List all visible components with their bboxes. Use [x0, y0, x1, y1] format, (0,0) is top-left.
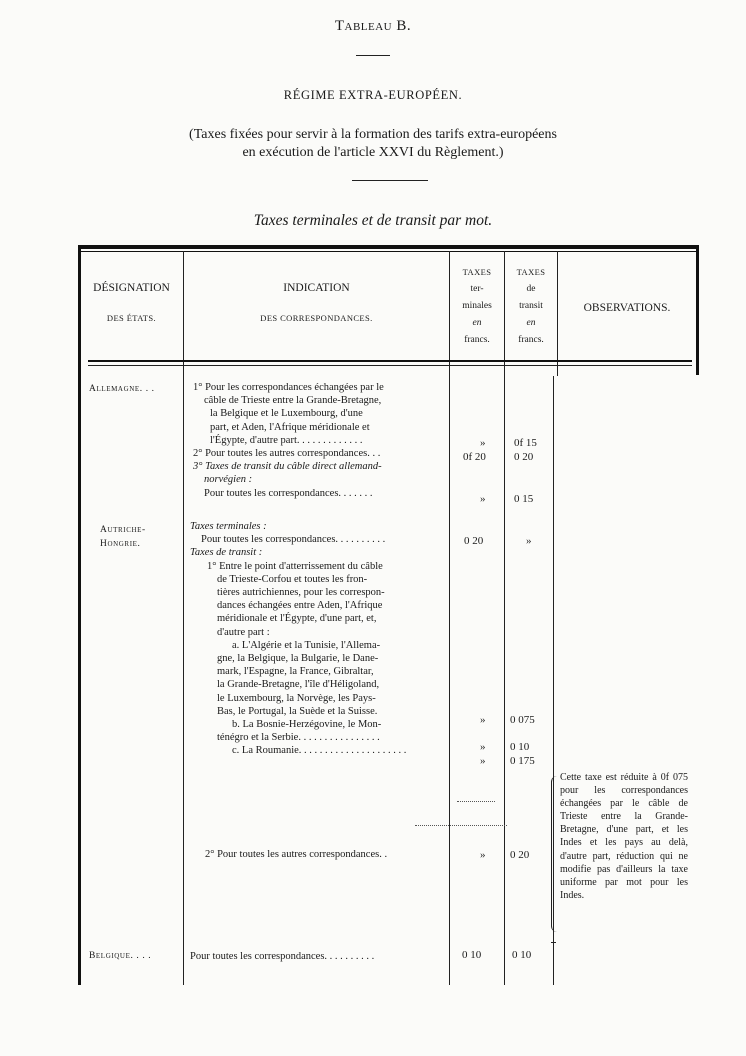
regime-note [0, 126, 746, 162]
col-header-transit-l4: en [526, 318, 536, 328]
allemagne-indication [193, 381, 384, 500]
autriche-line-6: tières autrichiennes, pour les correspon- [217, 587, 385, 599]
belgique-separator [551, 942, 556, 943]
autriche-line-7: dances échangées entre Aden, l'Afrique [217, 600, 383, 612]
regime-note-line1: (Taxes fixées pour servir à la formation des tarifs extra-européens [189, 127, 557, 142]
allemagne-line-5: l'Égypte, d'autre part. . . . . . . . . . . . . [210, 434, 363, 446]
belgique-term: 0 10 [462, 949, 482, 961]
allemagne-line-8: norvégien : [204, 474, 253, 486]
table-top-border [78, 245, 698, 249]
autriche-a-term: » [480, 714, 486, 726]
col-header-term-l3: minales [462, 301, 492, 311]
regime-heading: RÉGIME EXTRA-EUROPÉEN. [283, 88, 463, 102]
autriche-terminales-transit: » [526, 535, 532, 547]
col-header-term-l5: francs. [464, 335, 490, 345]
table-top-inner-border [78, 251, 698, 252]
col-header-transit-l3: transit [519, 301, 543, 311]
autriche-line-12: mark, l'Espagne, la France, Gibraltar, [217, 666, 374, 678]
autriche-line-19: 2° Pour toutes les autres correspondances. . [205, 849, 388, 860]
autriche-line-15: Bas, le Portugal, la Suède et la Suisse. [217, 705, 378, 717]
autriche-line-2: Pour toutes les correspondances. . . . . . . . . . [201, 534, 386, 546]
autriche-line-9: d'autre part : [217, 626, 270, 638]
allemagne-line-2: câble de Trieste entre la Grande-Bretagne, [204, 395, 382, 407]
col-header-transit-l5: francs. [518, 335, 544, 345]
allemagne-line-3: la Belgique et le Luxembourg, d'une [210, 408, 363, 420]
col-header-designation-label: DÉSIGNATION [93, 282, 170, 294]
autriche-a-transit: 0 075 [510, 714, 535, 726]
allemagne-1-transit: 0f 15 [514, 437, 537, 449]
allemagne-line-9: Pour toutes les correspondances. . . . . . . [204, 487, 373, 499]
allemagne-line-1: 1° Pour les correspondances échangées par le [193, 382, 384, 393]
observation-brace [551, 776, 557, 932]
autriche-line-8: méridionale et l'Égypte, d'une part, et, [217, 613, 377, 625]
table-title: Tableau B. [334, 18, 412, 34]
title-rule [356, 55, 390, 56]
autriche-line-3: Taxes de transit : [190, 547, 263, 559]
allemagne-2-term: 0f 20 [463, 451, 486, 463]
autriche-indication [190, 520, 406, 758]
autriche-b-transit: 0 10 [510, 741, 530, 753]
state-autriche-hongrie [100, 523, 146, 551]
state-autriche-line1: Autriche- [100, 525, 146, 535]
autriche-line-14: le Luxembourg, la Norvège, les Pays- [217, 692, 376, 704]
autriche-b-term: » [480, 741, 486, 753]
col-header-term-l1: TAXES [462, 267, 492, 277]
autriche-line-4: 1° Entre le point d'atterrissement du câble [207, 560, 383, 572]
col-header-term-l2: ter- [470, 284, 484, 294]
belgique-indication: Pour toutes les correspondances. . . . . . . . . . [190, 951, 375, 962]
col-header-indication-label: INDICATION [283, 282, 350, 294]
autriche-d-transit: 0 20 [510, 849, 530, 861]
observation-note: Cette taxe est réduite à 0f 075 pour les correspondances échangées par le câble de Trieste entre la Grande-Bretagne, d'une part, et les Indes et les pays au delà, d'autre part, réduction qui ne modifie pas d'ailleurs la taxe uniforme par mot pour les Indes. [560, 772, 688, 901]
allemagne-3-term: » [480, 493, 486, 505]
table-left-border [78, 245, 81, 985]
belgique-transit: 0 10 [512, 949, 532, 961]
header-bottom-rule-2 [88, 365, 692, 366]
note-rule [352, 180, 428, 181]
autriche-c-transit: 0 175 [510, 755, 535, 767]
autriche-line-13: la Grande-Bretagne, l'île d'Héligoland, [217, 679, 380, 691]
allemagne-line-6: 2° Pour toutes les autres correspondances. . . [193, 448, 381, 460]
table-subtitle: Taxes terminales et de transit par mot. [253, 212, 493, 229]
table-right-border [696, 245, 699, 375]
col-header-designation-sub: DES ÉTATS. [106, 313, 157, 323]
autriche-c-term: » [480, 755, 486, 767]
col-header-designation [80, 280, 183, 326]
state-autriche-line2: Hongrie. [100, 539, 141, 549]
col-header-taxes-transit [505, 265, 557, 347]
col-header-indication-sub: DES CORRESPONDANCES. [260, 313, 373, 323]
allemagne-line-4: part, et Aden, l'Afrique méridionale et [210, 421, 370, 433]
col-header-taxes-terminales [450, 265, 504, 347]
autriche-line-10: a. L'Algérie et la Tunisie, l'Allema- [232, 639, 381, 651]
autriche-line-17: ténégro et la Serbie. . . . . . . . . . . . . . . . [217, 732, 380, 744]
dotted-leader-1 [457, 801, 495, 802]
allemagne-1-term: » [480, 437, 486, 449]
autriche-line-16: b. La Bosnie-Herzégovine, le Mon- [232, 719, 382, 731]
allemagne-line-7: 3° Taxes de transit du câble direct allemand- [193, 461, 382, 473]
col-header-transit-l1: TAXES [516, 267, 546, 277]
state-allemagne: Allemagne. . . [89, 384, 155, 394]
autriche-terminales-term: 0 20 [464, 535, 484, 547]
regime-note-line2: en exécution de l'article XXVI du Règlement.) [242, 145, 504, 160]
autriche-line-11: gne, la Belgique, la Bulgarie, le Dane- [217, 653, 379, 665]
allemagne-2-transit: 0 20 [514, 451, 534, 463]
state-belgique: Belgique. . . . [89, 951, 152, 961]
autriche-line-1: Taxes terminales : [190, 521, 267, 532]
dotted-leader-2 [415, 825, 507, 826]
col-header-indication [184, 280, 449, 326]
autriche-line-18: c. La Roumanie. . . . . . . . . . . . . . . . . . . . . [232, 745, 407, 757]
col-header-term-l4: en [472, 318, 482, 328]
autriche-d-term: » [480, 849, 486, 861]
col-header-observations: OBSERVATIONS. [583, 302, 671, 314]
col-header-transit-l2: de [526, 284, 536, 294]
allemagne-3-transit: 0 15 [514, 493, 534, 505]
autriche-line-5: de Trieste-Corfou et toutes les fron- [217, 573, 368, 585]
header-bottom-rule [88, 360, 692, 362]
